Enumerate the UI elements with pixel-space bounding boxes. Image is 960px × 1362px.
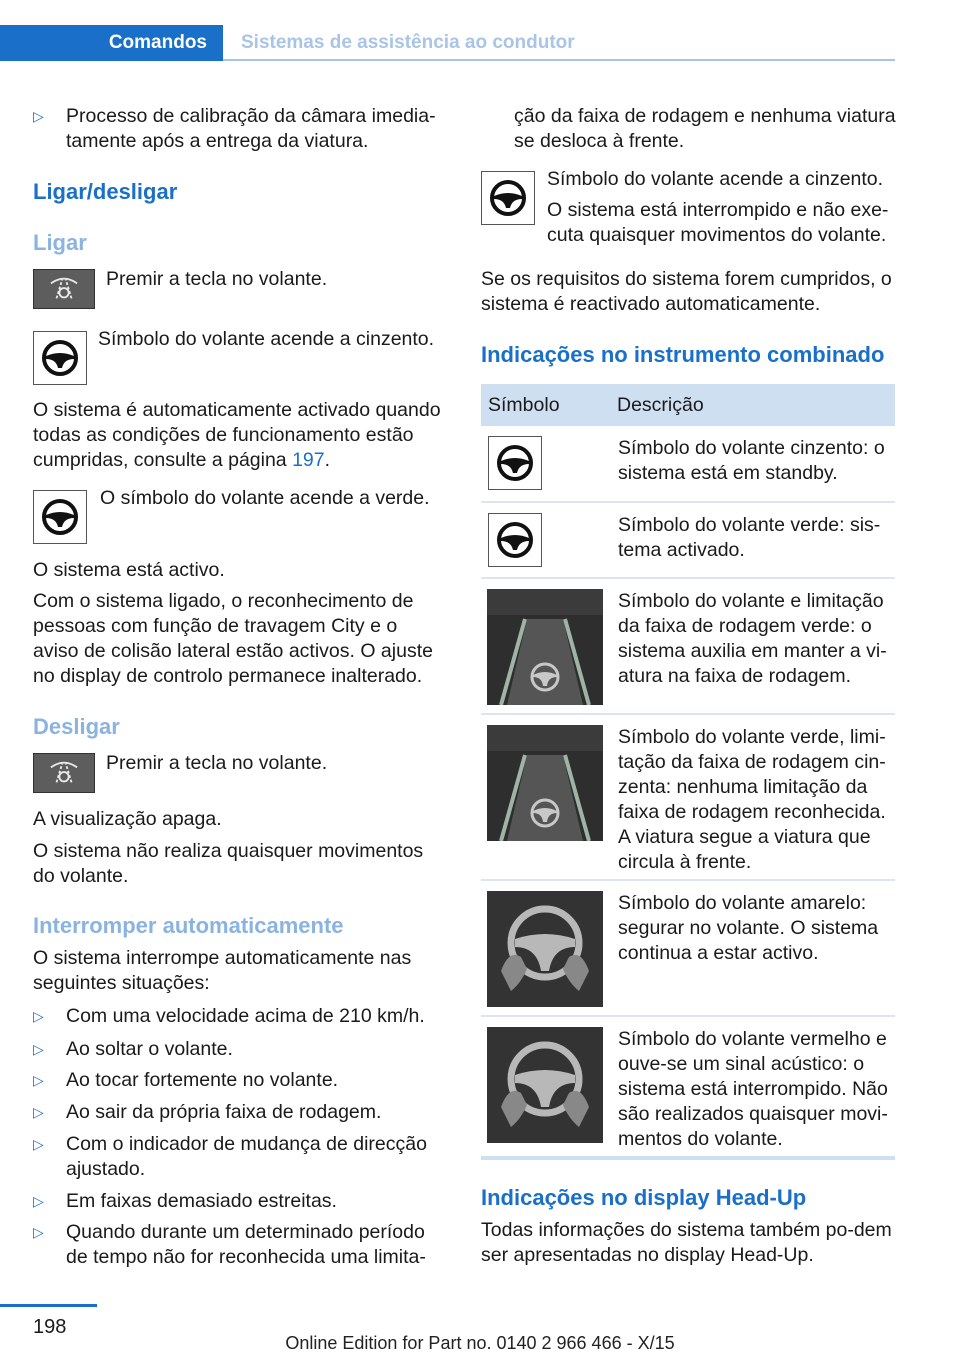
list-item-text: Em faixas demasiado estreitas.	[66, 1190, 337, 1212]
table-cell-description: Símbolo do volante verde, limi-tação da faixa de rodagem cin-zenta: nenhuma limitação da faixa de rodagem reconhecida. A viatura segue a viatura que circula à frente.	[610, 714, 895, 880]
lane-assist-key-icon	[33, 269, 95, 309]
bullet-glyph: ▷	[33, 1224, 44, 1240]
table-cell-description: Símbolo do volante vermelho e ouve-se um sinal acústico: o sistema está interrompido. Não são realizados quaisquer movi-mentos do volante.	[618, 1028, 888, 1150]
list-item-text: Quando durante um determinado período de tempo não for reconhecida uma limita-	[66, 1221, 426, 1268]
bullet-glyph: ▷	[33, 1104, 44, 1120]
table-header-description: Descrição	[610, 384, 895, 426]
subsection-heading: Desligar	[33, 714, 120, 739]
bullet-glyph: ▷	[33, 108, 44, 124]
table-bottom-rule	[481, 1156, 895, 1160]
table-cell-symbol	[481, 714, 610, 880]
list-item-text: Processo de calibração da câmara imedia-tamente após a entrega da viatura.	[66, 105, 436, 152]
footer-edition-text: Online Edition for Part no. 0140 2 966 466 - X/15	[285, 1333, 675, 1353]
list-item-text: Ao tocar fortemente no volante.	[66, 1069, 339, 1091]
subsection-heading: Ligar	[33, 230, 87, 255]
steering-wheel-green-icon	[488, 513, 542, 567]
steering-wheel-grey-icon	[488, 436, 542, 490]
steering-wheel-icon	[33, 331, 87, 385]
section-heading: Ligar/desligar	[33, 179, 178, 204]
auto-activation-text: O sistema é automaticamente activado quando todas as condições de funcionamento estão cumpridas, consulte a página	[33, 399, 441, 471]
bullet-glyph: ▷	[33, 1072, 44, 1088]
bullet-glyph: ▷	[33, 1041, 44, 1057]
table-cell-description: Símbolo do volante e limitação da faixa de rodagem verde: o sistema auxilia em manter a vi-atura na faixa de rodagem.	[610, 578, 895, 714]
bullet-glyph: ▷	[33, 1193, 44, 1209]
table-cell-description: Símbolo do volante verde: sis-tema activado.	[610, 502, 895, 578]
auto-activation-paragraph	[33, 398, 443, 473]
list-item-text: Ao soltar o volante.	[66, 1038, 233, 1060]
page-header	[0, 25, 895, 61]
steering-wheel-icon	[33, 490, 87, 544]
list-item-text: Com o indicador de mudança de direcção ajustado.	[66, 1133, 427, 1180]
reactivation-paragraph: Se os requisitos do sistema forem cumpridos, o sistema é reactivado automaticamente.	[481, 268, 892, 315]
section-heading: Indicações no instrumento combinado	[481, 342, 885, 367]
table-cell-symbol	[481, 880, 610, 1016]
interrupt-intro-paragraph: O sistema interrompe automaticamente nas seguintes situações:	[33, 947, 412, 994]
desligar-key-text: Premir a tecla no volante.	[106, 752, 328, 774]
table-header-symbol: Símbolo	[481, 384, 610, 426]
ligar-key-text: Premir a tecla no volante.	[106, 268, 328, 290]
interrupted-text: O sistema está interrompido e não exe-cuta quaisquer movimentos do volante.	[547, 199, 889, 246]
grey-symbol-text: Símbolo do volante acende a cinzento.	[547, 168, 884, 190]
table-row	[481, 880, 895, 1016]
period: .	[324, 449, 331, 471]
symbol-table	[481, 384, 895, 1154]
table-cell-symbol	[481, 426, 610, 502]
page-number: 198	[33, 1316, 67, 1338]
footer-rule	[0, 1304, 97, 1307]
table-cell-symbol	[481, 502, 610, 578]
lane-assist-key-icon	[33, 753, 95, 793]
lane-boundary-grey-icon	[487, 725, 603, 841]
header-chapter-title[interactable]: Sistemas de assistência ao condutor	[241, 32, 575, 53]
table-cell-symbol	[481, 1016, 610, 1154]
header-divider	[223, 59, 895, 61]
active-paragraph: O sistema está activo.	[33, 559, 225, 581]
table-header-row	[481, 384, 895, 426]
continued-list-text: ção da faixa de rodagem e nenhuma viatura se desloca à frente.	[514, 105, 896, 152]
section-heading: Indicações no display Head-Up	[481, 1185, 807, 1210]
city-braking-paragraph: Com o sistema ligado, o reconhecimento de pessoas com função de travagem City e o aviso de colisão lateral estão activos. O ajuste no display de controlo permanece inalterado.	[33, 590, 433, 687]
list-item-text: Ao sair da própria faixa de rodagem.	[66, 1101, 382, 1123]
green-symbol-text: O símbolo do volante acende a verde.	[100, 487, 430, 509]
subsection-heading: Interromper automaticamente	[33, 913, 344, 938]
no-movement-paragraph: O sistema não realiza quaisquer movimentos do volante.	[33, 840, 424, 887]
table-row	[481, 714, 895, 880]
table-cell-description: Símbolo do volante cinzento: o sistema está em standby.	[610, 426, 895, 502]
lane-boundary-green-icon	[487, 589, 603, 705]
ligar-symbol-text: Símbolo do volante acende a cinzento.	[98, 328, 435, 350]
table-row	[481, 1016, 895, 1154]
hud-paragraph: Todas informações do sistema também po-dem ser apresentadas no display Head-Up.	[481, 1219, 892, 1266]
table-cell-symbol	[481, 578, 610, 714]
header-section-tab[interactable]: Comandos	[0, 25, 223, 61]
table-row	[481, 578, 895, 714]
list-item-text: Com uma velocidade acima de 210 km/h.	[66, 1005, 425, 1027]
hands-on-wheel-yellow-icon	[487, 891, 603, 1007]
bullet-glyph: ▷	[33, 1008, 44, 1024]
steering-wheel-icon	[481, 171, 535, 225]
display-off-paragraph: A visualização apaga.	[33, 808, 222, 830]
table-row	[481, 426, 895, 502]
bullet-glyph: ▷	[33, 1136, 44, 1152]
hands-on-wheel-red-icon	[487, 1027, 603, 1143]
table-cell-description: Símbolo do volante amarelo: segurar no volante. O sistema continua a estar activo.	[610, 880, 895, 1016]
table-row	[481, 502, 895, 578]
page-reference-link[interactable]: 197	[292, 449, 325, 471]
